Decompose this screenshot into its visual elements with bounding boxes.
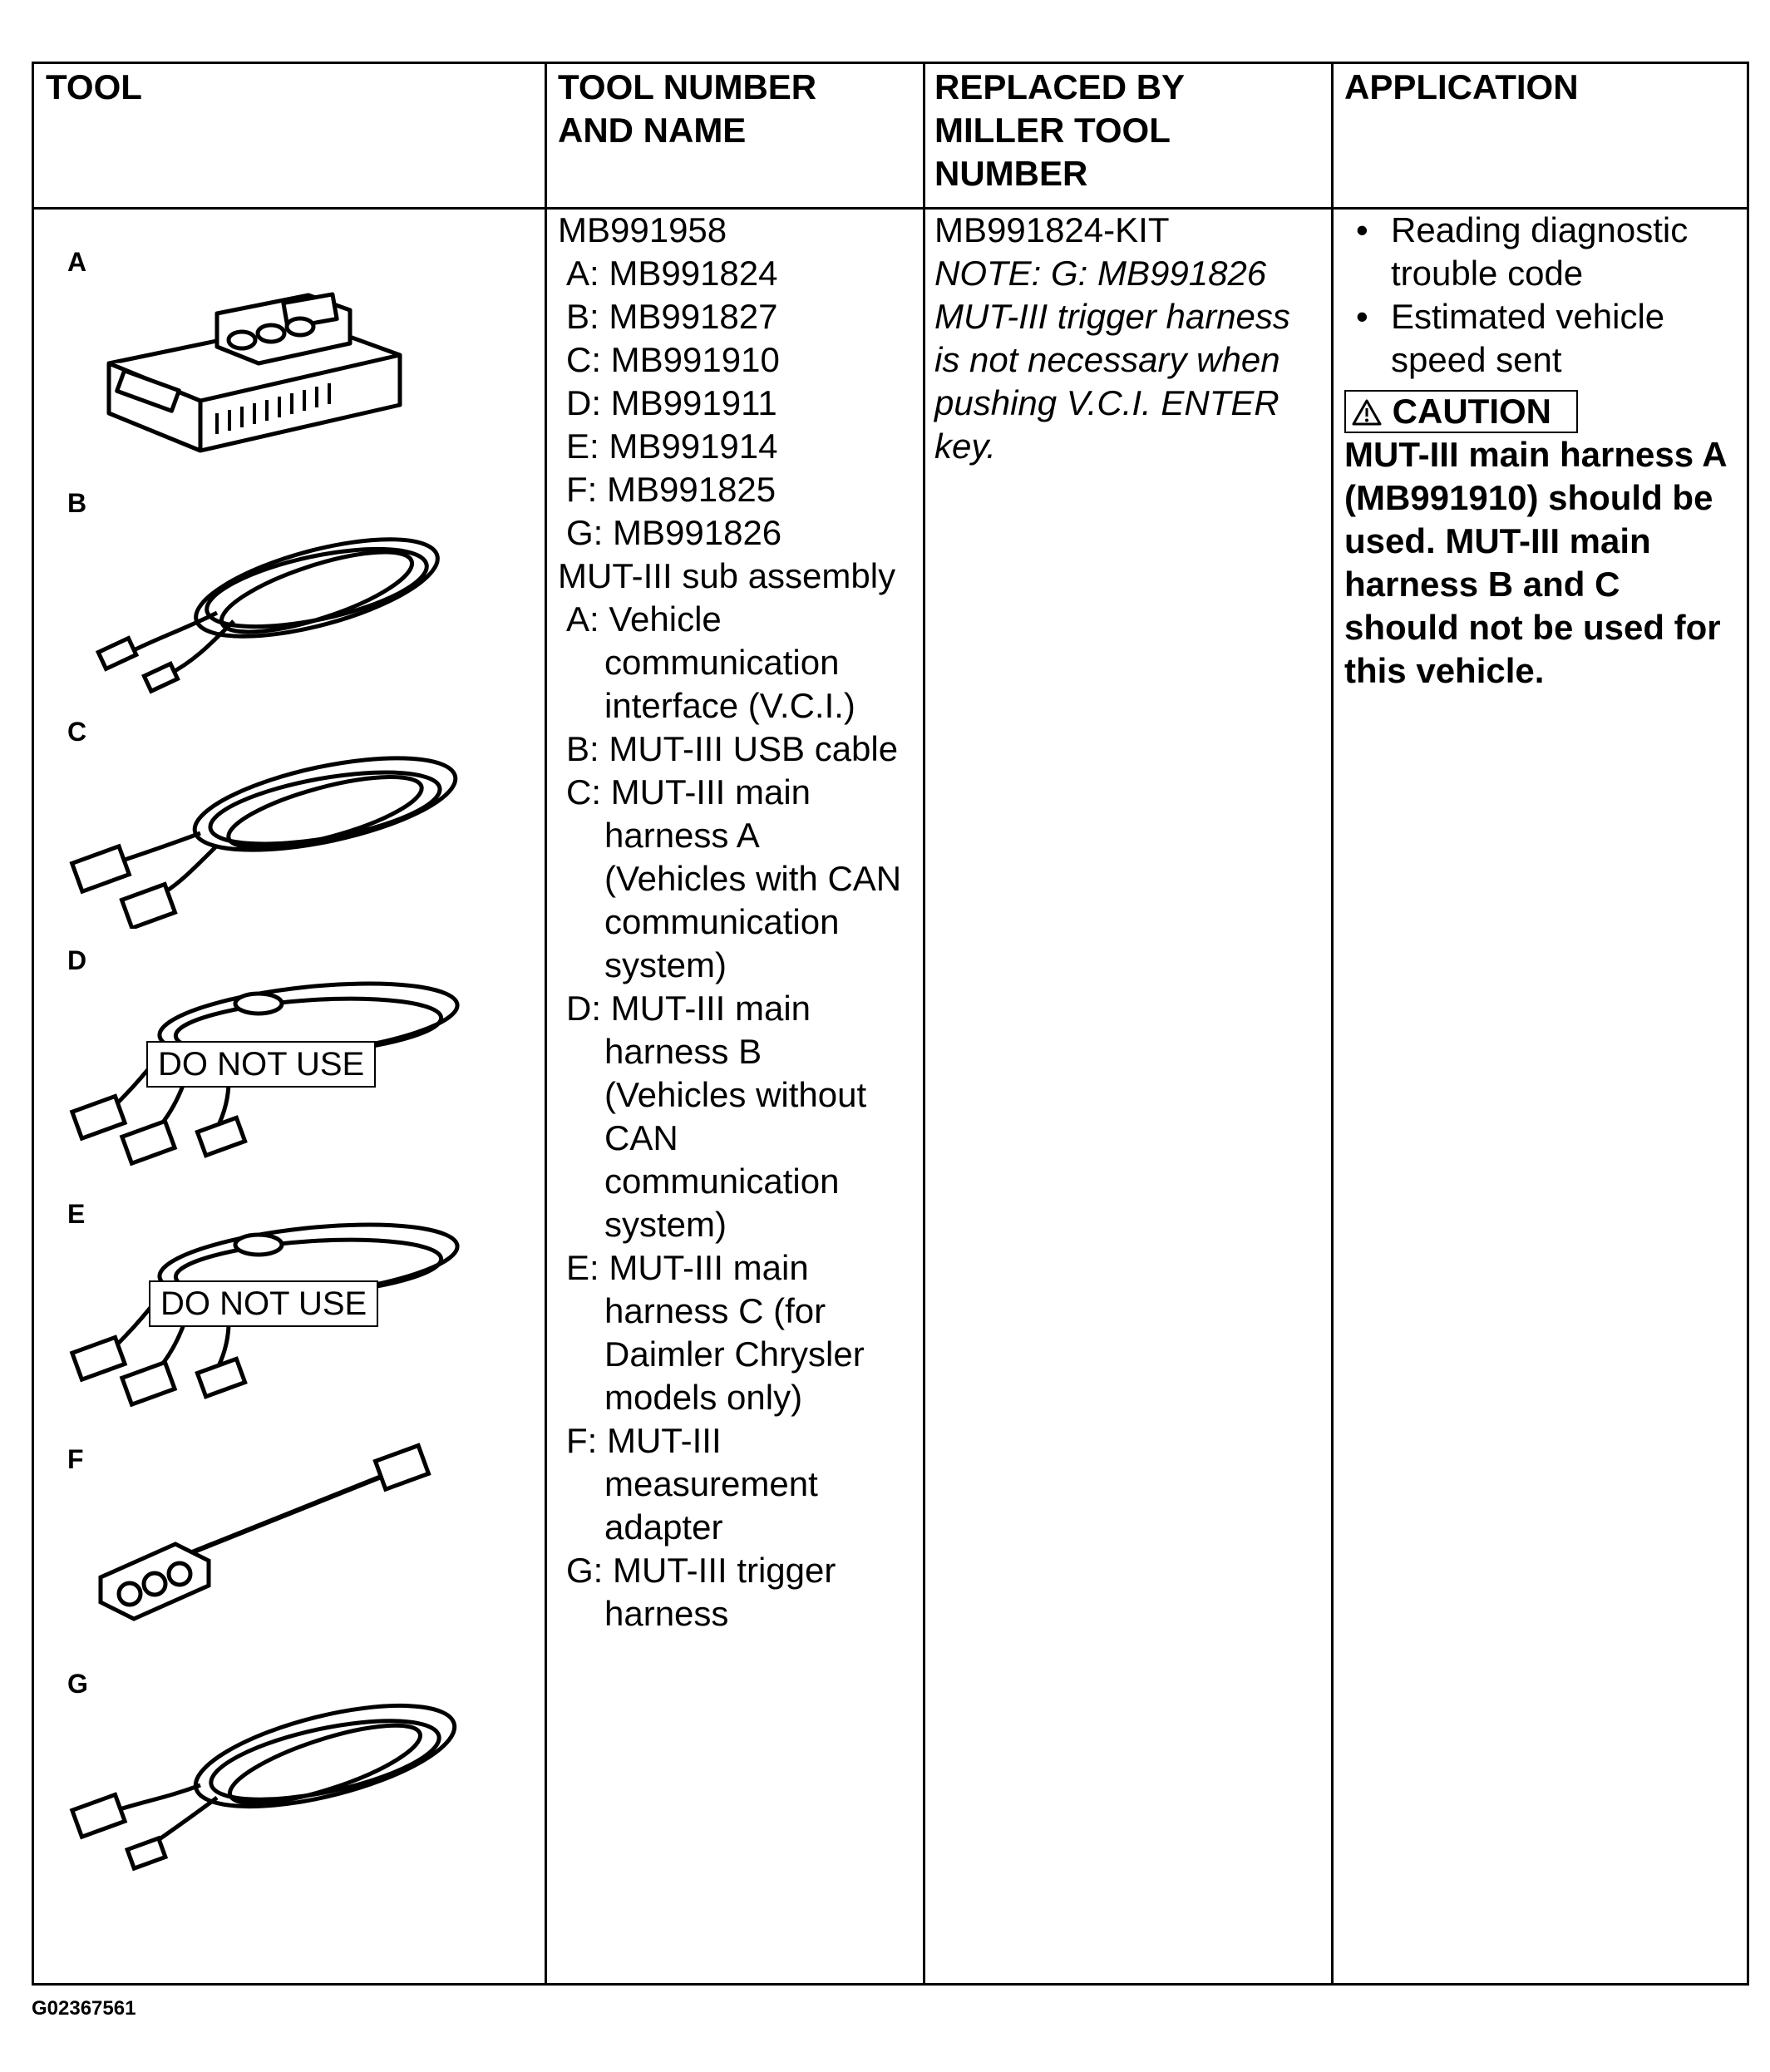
application-item	[1344, 295, 1743, 382]
tool-label-e: E	[67, 1199, 86, 1229]
vci-device-illustration	[92, 264, 417, 471]
caution-line: harness B and C	[1344, 565, 1620, 604]
caution-text	[1344, 433, 1743, 693]
application-item-line: trouble code	[1391, 254, 1584, 293]
miller-kit-number: MB991824-KIT	[934, 210, 1170, 249]
component-d-line: communication	[604, 1162, 840, 1201]
application-item-line: speed sent	[1391, 340, 1562, 379]
tool-label-d: D	[67, 945, 87, 975]
part-item: C: MB991910	[566, 340, 780, 379]
replaced-by-cell	[934, 209, 1290, 468]
application-item-line: • Reading diagnostic	[1391, 210, 1689, 249]
part-item: G: MB991826	[566, 513, 782, 552]
component-c-line: communication	[604, 902, 840, 941]
component-f: F: MUT-III	[566, 1421, 722, 1460]
tool-label-c: C	[67, 717, 87, 747]
application-item	[1344, 209, 1743, 295]
trigger-harness-illustration	[59, 1677, 475, 1877]
tool-table	[32, 62, 1749, 1986]
caution-line: this vehicle.	[1344, 651, 1545, 690]
part-item: A: MB991824	[566, 254, 778, 293]
caution-line: MUT-III main harness A	[1344, 435, 1728, 474]
tool-label-b: B	[67, 488, 87, 518]
note-line: pushing V.C.I. ENTER	[934, 383, 1279, 422]
note-line: key.	[934, 427, 996, 466]
part-item: B: MB991827	[566, 297, 778, 336]
kit-part-number: MB991958	[558, 210, 727, 249]
do-not-use-label-d: DO NOT USE	[146, 1041, 376, 1088]
component-c-line: (Vehicles with CAN	[604, 859, 902, 898]
component-c: C: MUT-III main	[566, 772, 811, 812]
tool-label-g: G	[67, 1669, 88, 1699]
header-tool: TOOL	[46, 67, 142, 106]
warning-triangle-icon	[1351, 398, 1383, 427]
note-line: is not necessary when	[934, 340, 1280, 379]
note-line: MUT-III trigger harness	[934, 297, 1290, 336]
main-harness-a-illustration	[59, 729, 475, 929]
part-item: D: MB991911	[566, 383, 777, 422]
caution-label: CAUTION	[1392, 392, 1551, 431]
component-f-line: measurement	[604, 1464, 818, 1503]
component-f-line: adapter	[604, 1507, 723, 1547]
application-cell	[1344, 209, 1743, 693]
component-a: A: Vehicle	[566, 599, 722, 639]
caution-line: (MB991910) should be	[1344, 478, 1713, 517]
header-replaced-by: REPLACED BY MILLER TOOL NUMBER	[934, 67, 1186, 193]
tool-number-name-cell	[558, 209, 901, 1635]
part-item: E: MB991914	[566, 427, 778, 466]
component-a-line: interface (V.C.I.)	[604, 686, 855, 725]
component-b: B: MUT-III USB cable	[566, 729, 899, 768]
component-c-line: harness A	[604, 816, 760, 855]
caution-badge	[1344, 390, 1578, 433]
component-g-line: harness	[604, 1594, 729, 1633]
caution-line: used. MUT-III main	[1344, 521, 1651, 560]
measurement-adapter-illustration	[84, 1436, 450, 1627]
tool-label-f: F	[67, 1444, 84, 1474]
header-application: APPLICATION	[1344, 67, 1579, 106]
header-tool-number-and-name: TOOL NUMBER AND NAME	[558, 67, 817, 150]
note-line: NOTE: G: MB991826	[934, 254, 1267, 293]
component-d: D: MUT-III main	[566, 989, 811, 1028]
component-e-line: models only)	[604, 1378, 803, 1417]
tool-label-a: A	[67, 247, 87, 277]
part-item: F: MB991825	[566, 470, 777, 509]
component-a-line: communication	[604, 643, 840, 682]
column-divider	[545, 64, 547, 1983]
assembly-title: MUT-III sub assembly	[558, 556, 896, 595]
component-g: G: MUT-III trigger	[566, 1551, 836, 1590]
usb-cable-illustration	[67, 496, 466, 704]
component-d-line: system)	[604, 1205, 727, 1244]
component-d-line: (Vehicles without	[604, 1075, 867, 1114]
application-list	[1344, 209, 1743, 382]
component-e-line: Daimler Chrysler	[604, 1334, 865, 1374]
component-e: E: MUT-III main	[566, 1248, 809, 1287]
component-d-line: CAN	[604, 1118, 678, 1157]
column-divider	[1331, 64, 1334, 1983]
application-item-line: • Estimated vehicle	[1391, 297, 1665, 336]
component-e-line: harness C (for	[604, 1291, 826, 1330]
component-c-line: system)	[604, 945, 727, 984]
caution-line: should not be used for	[1344, 608, 1721, 647]
figure-id: G02367561	[32, 1997, 136, 2020]
do-not-use-label-e: DO NOT USE	[149, 1280, 378, 1327]
component-d-line: harness B	[604, 1032, 762, 1071]
column-divider	[923, 64, 925, 1983]
